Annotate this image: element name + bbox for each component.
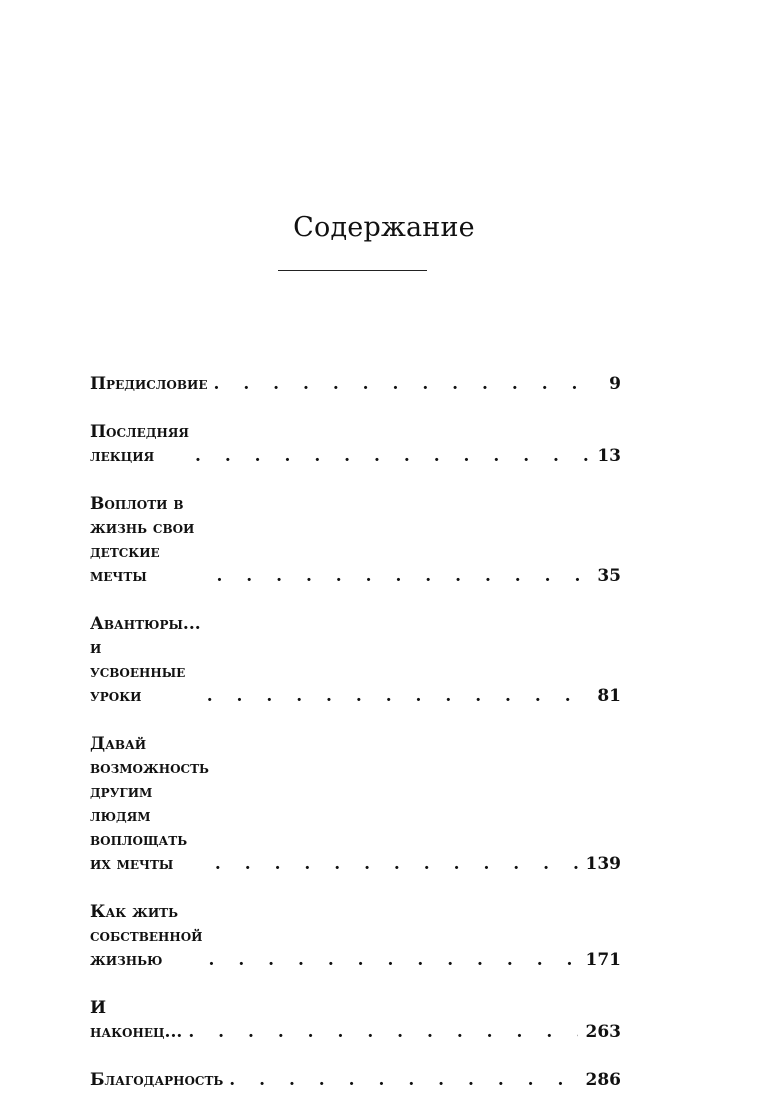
toc-entry-enabling-dreams	[90, 732, 621, 876]
toc-entry-label: Благодарность	[90, 1070, 224, 1090]
dot-leader	[213, 372, 601, 396]
toc-entry-page: 81	[597, 686, 621, 706]
dot-leader	[215, 852, 578, 876]
toc-entry-page: 13	[597, 446, 621, 466]
table-of-contents	[90, 372, 621, 1116]
toc-entry-label: Авантюры... и усвоенные уроки	[90, 614, 201, 706]
toc-entry-label: Давай возможность другим людям воплощать их мечты	[90, 734, 209, 874]
toc-entry-label: И наконец...	[90, 998, 183, 1042]
toc-entry-last-lecture	[90, 420, 621, 468]
toc-entry-live-your-life	[90, 900, 621, 972]
toc-entry-foreword	[90, 372, 621, 396]
dot-leader	[216, 564, 589, 588]
toc-entry-label: Предисловие	[90, 374, 208, 394]
toc-entry-page: 171	[585, 950, 621, 970]
toc-entry-acknowledgements	[90, 1068, 621, 1092]
toc-entry-page: 9	[609, 374, 621, 394]
dot-leader	[209, 948, 578, 972]
dot-leader	[229, 1068, 577, 1092]
dot-leader	[195, 444, 589, 468]
dot-leader	[188, 1020, 577, 1044]
dot-leader	[207, 684, 590, 708]
toc-entry-finally	[90, 996, 621, 1044]
toc-entry-label: Как жить собственной жизнью	[90, 902, 203, 970]
title-divider	[278, 270, 427, 271]
toc-entry-page: 286	[585, 1070, 621, 1090]
toc-entry-label: Последняя лекция	[90, 422, 189, 466]
toc-entry-page: 263	[585, 1022, 621, 1042]
page-title: Содержание	[293, 212, 475, 243]
toc-entry-label: Воплоти в жизнь свои детские мечты	[90, 494, 195, 586]
toc-entry-page: 139	[585, 854, 621, 874]
toc-entry-adventures	[90, 612, 621, 708]
toc-entry-page: 35	[597, 566, 621, 586]
toc-entry-childhood-dreams	[90, 492, 621, 588]
